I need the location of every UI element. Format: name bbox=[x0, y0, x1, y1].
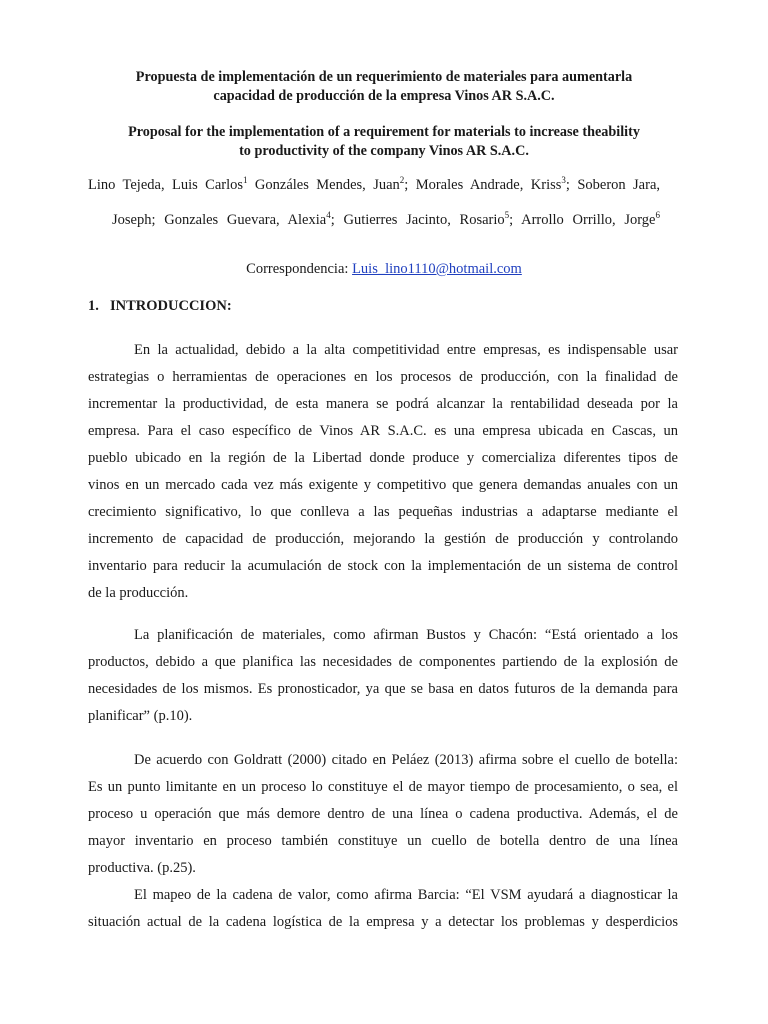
paragraph-line: inventario para reducir la acumulación de stock con la implementación de un sistema de control bbox=[88, 558, 678, 574]
paragraph-line: Es un punto limitante en un proceso lo constituye el de mayor tiempo de procesamiento, o sea, el bbox=[88, 779, 678, 795]
authors-line-2 bbox=[112, 212, 660, 229]
paragraph-line: situación actual de la cadena logística de la empresa y a detectar los problemas y desperdicios bbox=[88, 914, 678, 930]
title-english bbox=[100, 123, 668, 161]
title-spanish bbox=[100, 68, 668, 106]
section-heading bbox=[88, 298, 232, 315]
title-spanish-line: Propuesta de implementación de un requerimiento de materiales para aumentarla bbox=[135, 69, 633, 85]
author-affiliation-mark: 3 bbox=[561, 175, 566, 185]
section-number: 1. bbox=[88, 298, 99, 314]
paragraph-line: En la actualidad, debido a la alta competitividad entre empresas, es indispensable usar bbox=[134, 342, 678, 358]
paragraph-line: incremento de capacidad de producción, mejorando la gestión de producción y controlando bbox=[88, 531, 678, 547]
title-english-line: Proposal for the implementation of a requirement for materials to increase theability bbox=[128, 124, 640, 140]
paragraph-line: crecimiento significativo, lo que conlleva a las pequeñas industrias a adaptarse mediante el bbox=[88, 504, 678, 520]
paragraph-line: De acuerdo con Goldratt (2000) citado en Peláez (2013) afirma sobre el cuello de botella: bbox=[134, 752, 678, 768]
correspondence bbox=[88, 261, 680, 278]
paragraph-line: vinos en un mercado cada vez más exigente y competitivo que genera demandas anuales con un bbox=[88, 477, 678, 493]
author-name: ; Morales Andrade, Kriss bbox=[404, 177, 562, 193]
correspondence-email-link[interactable]: Luis_lino1110@hotmail.com bbox=[352, 261, 522, 277]
correspondence-label: Correspondencia: bbox=[246, 261, 349, 277]
section-title: INTRODUCCION: bbox=[110, 298, 232, 314]
authors-line-1 bbox=[88, 177, 660, 194]
paragraph-line: empresa. Para el caso específico de Vinos AR S.A.C. es una empresa ubicada en Cascas, un bbox=[88, 423, 678, 439]
paragraph-line: planificar” (p.10). bbox=[88, 708, 193, 724]
paragraph-line: productiva. (p.25). bbox=[88, 860, 196, 876]
title-spanish-line: capacidad de producción de la empresa Vinos AR S.A.C. bbox=[213, 88, 555, 104]
paragraph-line: pueblo ubicado en la región de la Libertad donde produce y comercializa diferentes tipos de bbox=[88, 450, 678, 466]
author-name: ; Soberon Jara, bbox=[565, 177, 661, 193]
paragraph-line: productos, debido a que planifica las necesidades de componentes partiendo de la explosión de bbox=[88, 654, 678, 670]
paragraph-2 bbox=[88, 622, 678, 730]
paragraph-line: mayor inventario en proceso también constituye un cuello de botella dentro de una línea bbox=[88, 833, 678, 849]
paragraph-line: proceso u operación que más demore dentro de una línea o cadena productiva. Además, el de bbox=[88, 806, 678, 822]
paragraph-1 bbox=[88, 337, 678, 607]
paragraph-line: El mapeo de la cadena de valor, como afirma Barcia: “El VSM ayudará a diagnosticar la bbox=[134, 887, 678, 903]
author-affiliation-mark: 4 bbox=[326, 210, 331, 220]
paragraph-4 bbox=[88, 882, 678, 936]
author-name: Gonzáles Mendes, Juan bbox=[247, 177, 400, 193]
title-english-line: to productivity of the company Vinos AR S.A.C. bbox=[239, 143, 529, 159]
author-affiliation-mark: 5 bbox=[504, 210, 510, 220]
paragraph-3 bbox=[88, 747, 678, 882]
paragraph-line: La planificación de materiales, como afirman Bustos y Chacón: “Está orientado a los bbox=[134, 627, 678, 643]
author-name: ; Arrollo Orrillo, Jorge bbox=[509, 212, 656, 228]
paragraph-line: estrategias o herramientas de operaciones en los procesos de producción, con la finalidad de bbox=[88, 369, 678, 385]
author-affiliation-mark: 6 bbox=[655, 210, 660, 220]
author-name: Joseph; bbox=[112, 212, 156, 228]
paragraph-line: incrementar la productividad, de esta manera se podrá alcanzar la rentabilidad deseada por la bbox=[88, 396, 678, 412]
paragraph-line: necesidades de los mismos. Es pronosticador, ya que se basa en datos futuros de la demanda para bbox=[88, 681, 678, 697]
author-name: Gonzales Guevara, Alexia bbox=[164, 212, 327, 228]
author-name: Lino Tejeda, Luis Carlos bbox=[88, 177, 244, 193]
author-affiliation-mark: 2 bbox=[399, 175, 405, 185]
paragraph-line: de la producción. bbox=[88, 585, 189, 601]
author-name: ; Gutierres Jacinto, Rosario bbox=[330, 212, 505, 228]
author-affiliation-mark: 1 bbox=[243, 175, 248, 185]
